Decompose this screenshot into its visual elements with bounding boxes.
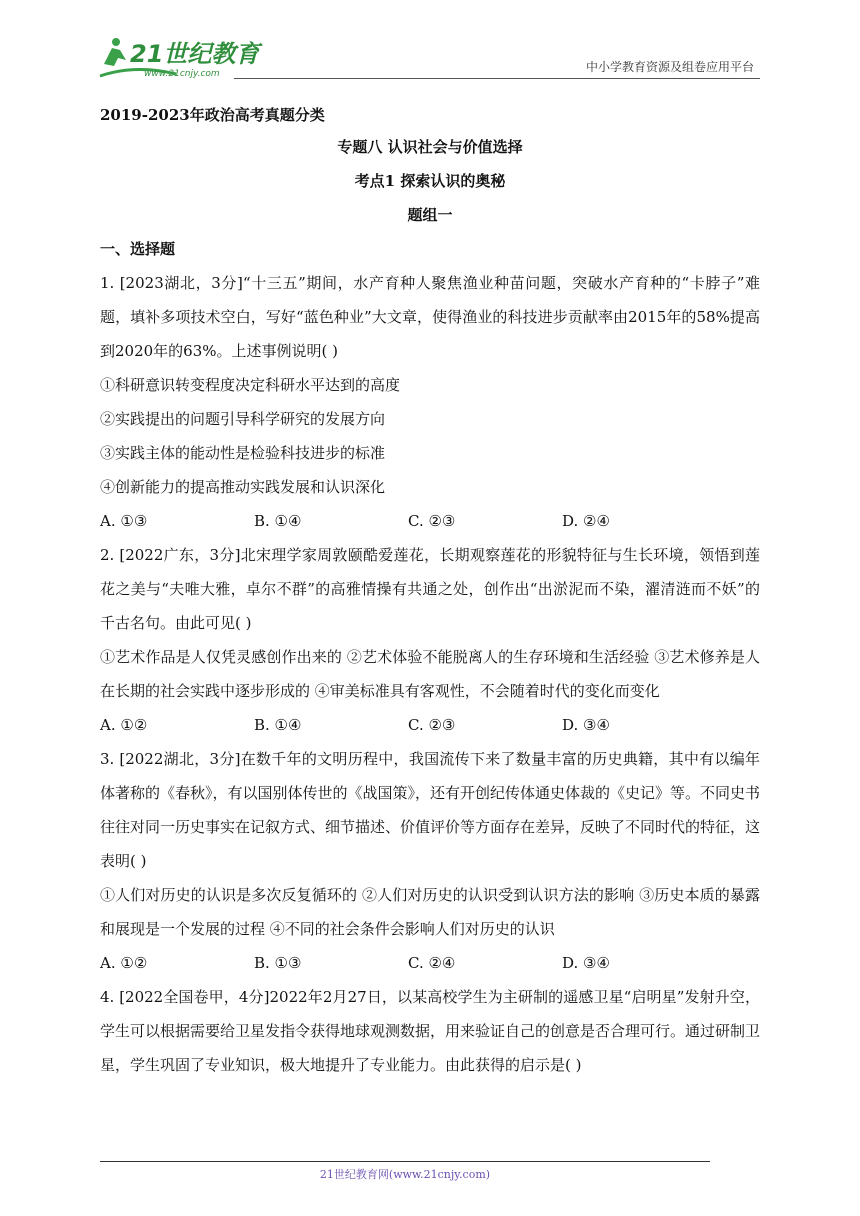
answer-options <box>100 504 760 538</box>
option-d: D. ③④ <box>562 716 610 734</box>
option-d: D. ②④ <box>562 512 610 530</box>
option-a: A. ①② <box>100 954 148 972</box>
answer-options <box>100 708 760 742</box>
footer-divider <box>100 1161 710 1162</box>
question-3 <box>100 742 760 980</box>
question-statement: ③实践主体的能动性是检验科技进步的标准 <box>100 444 386 462</box>
footer-site: 21世纪教育网(www.21cnjy.com) <box>319 1168 491 1181</box>
option-b: B. ①④ <box>254 716 302 734</box>
option-b: B. ①③ <box>254 954 302 972</box>
question-statement: ①艺术作品是人仅凭灵感创作出来的 ②艺术体验不能脱离人的生存环境和生活经验 ③艺术修养是人在长期的社会实践中逐步形成的 ④审美标准具有客观性，不会随着时代的变化而变化 <box>100 648 760 700</box>
logo-text: 21世纪教育 <box>130 40 260 68</box>
document-title: 2019-2023年政治高考真题分类 <box>100 106 325 124</box>
option-b: B. ①④ <box>254 512 302 530</box>
answer-options <box>100 946 760 980</box>
header-divider <box>234 78 760 79</box>
question-statement: ②实践提出的问题引导科学研究的发展方向 <box>100 410 386 428</box>
question-statement: ①科研意识转变程度决定科研水平达到的高度 <box>100 376 401 394</box>
logo-21cnjy <box>96 34 266 82</box>
question-statement: ④创新能力的提高推动实践发展和认识深化 <box>100 478 386 496</box>
option-a: A. ①③ <box>100 512 148 530</box>
topic-title: 专题八 认识社会与价值选择 <box>337 138 523 156</box>
platform-name: 中小学教育资源及组卷应用平台 <box>585 60 754 74</box>
page-header <box>96 34 760 82</box>
question-text: 1. [2023湖北，3分]“十三五”期间，水产育种人聚焦渔业种苗问题，突破水产育种的“卡脖子”难题，填补多项技术空白，写好“蓝色种业”大文章，使得渔业的科技进步贡献率由2015年的58%提高到2020年的63%。上述事例说明( ) <box>100 274 760 360</box>
option-d: D. ③④ <box>562 954 610 972</box>
question-text: 2. [2022广东，3分]北宋理学家周敦颐酷爱莲花，长期观察莲花的形貌特征与生长环境，领悟到莲花之美与“夫唯大雅，卓尔不群”的高雅情操有共通之处，创作出“出淤泥而不染，濯清涟而不妖”的千古名句。由此可见( ) <box>100 546 760 632</box>
option-c: C. ②④ <box>408 954 456 972</box>
question-2 <box>100 538 760 742</box>
question-statement: ①人们对历史的认识是多次反复循环的 ②人们对历史的认识受到认识方法的影响 ③历史本质的暴露和展现是一个发展的过程 ④不同的社会条件会影响人们对历史的认识 <box>100 886 760 938</box>
subtopic-title: 考点1 探索认识的奥秘 <box>354 172 506 190</box>
question-text: 3. [2022湖北，3分]在数千年的文明历程中，我国流传下来了数量丰富的历史典籍，其中有以编年体著称的《春秋》，有以国别体传世的《战国策》，还有开创纪传体通史体裁的《史记》等。不同史书往往对同一历史事实在记叙方式、细节描述、价值评价等方面存在差异，反映了不同时代的特征，这表明( ) <box>100 750 761 870</box>
group-title: 题组一 <box>407 206 453 224</box>
logo-url: www.21cnjy.com <box>144 69 220 79</box>
section-heading: 一、选择题 <box>100 240 176 258</box>
option-a: A. ①② <box>100 716 148 734</box>
question-1 <box>100 266 760 538</box>
question-text: 4. [2022全国卷甲，4分]2022年2月27日，以某高校学生为主研制的遥感卫星“启明星”发射升空，学生可以根据需要给卫星发指令获得地球观测数据，用来验证自己的创意是否合理可行。通过研制卫星，学生巩固了专业知识，极大地提升了专业能力。由此获得的启示是( ) <box>100 988 761 1074</box>
document-body <box>100 100 760 1082</box>
option-c: C. ②③ <box>408 512 456 530</box>
question-4 <box>100 980 760 1082</box>
option-c: C. ②③ <box>408 716 456 734</box>
